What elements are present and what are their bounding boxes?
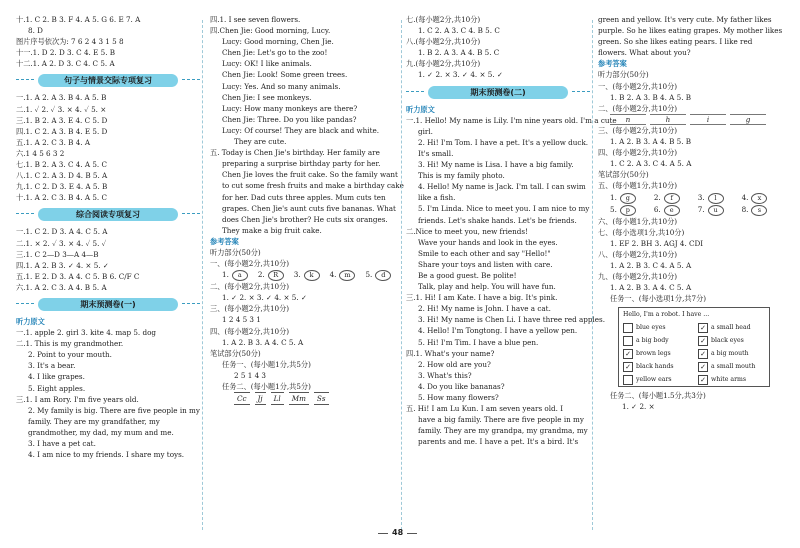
page-number: 48: [392, 528, 404, 537]
circled-letter: f: [664, 193, 680, 204]
text-line: 5. Hi! I'm Tim. I have a blue pen.: [418, 337, 539, 347]
question-heading: 九、(每小题2分,共10分): [598, 271, 678, 281]
circled-letter: e: [664, 205, 680, 216]
letter-cell: i: [690, 114, 726, 125]
column-2: [210, 14, 404, 405]
answer-line: 1. ✓ 2. ×: [622, 402, 655, 412]
question-heading: 二、(每小题2分,共10分): [210, 282, 290, 292]
letter-cell: g: [730, 114, 766, 125]
handwritten-letter-pair: Mm: [289, 392, 309, 405]
text-line: 三.1. C 2—D 3—A 4—B: [16, 249, 99, 259]
circled-letter: s: [751, 205, 767, 216]
text-line: purple. So he likes eating grapes. My mother likes: [598, 26, 783, 36]
checklist-cell: [619, 321, 694, 334]
letter-cell: h: [650, 114, 686, 125]
checkbox[interactable]: ✓: [698, 323, 708, 333]
checklist-label: a big mouth: [711, 350, 749, 358]
text-line: 四.1. C 2. A 3. B 4. E 5. D: [16, 126, 108, 136]
answer-line: 1. ✓ 2. × 3. ✓ 4. × 5. ✓: [222, 293, 307, 303]
answer-line: 1. EF 2. BH 3. AGJ 4. CDI: [610, 238, 704, 248]
text-line: 3. Hi! My name is Chen Li. I have three red apples.: [418, 315, 606, 325]
checklist-cell: [619, 347, 694, 360]
item-number: 8.: [741, 204, 749, 214]
text-line: 4. I am nice to my friends. I share my toys.: [28, 450, 185, 460]
circled-letter: p: [620, 205, 636, 216]
text-line: 4. Hello! I'm Tongtong. I have a yellow pen.: [418, 326, 578, 336]
answer-line: 1. B 2. A 3. B 4. A 5. B: [610, 92, 692, 102]
text-line: Chen Jie: Look! Some green trees.: [222, 70, 348, 80]
text-line: 1. C 2. A 3. C 4. B 5. C: [418, 26, 500, 36]
text-line: 四.Chen Jie: Good morning, Lucy.: [210, 26, 331, 36]
checklist-row: [619, 373, 769, 386]
text-line: 十.1. C 2. B 3. F 4. A 5. G 6. E 7. A: [16, 15, 141, 24]
item-number: 5.: [365, 270, 373, 280]
text-line: have a big family. There are five people in my: [418, 415, 584, 425]
checklist-label: white arms: [711, 376, 747, 384]
text-line: does Chen Jie's brother? He cuts six oranges.: [222, 214, 388, 224]
item-number: 4.: [329, 270, 337, 280]
text-line: Talk, play and help. You will have fun.: [418, 282, 556, 292]
text-line: 4. Do you like bananas?: [418, 381, 505, 391]
answers-label: 参考答案: [598, 59, 627, 69]
question-heading: 七、(每小选项1分,共10分): [598, 227, 685, 237]
text-line: grapes. Chen Jie's aunt cuts five bananas. What: [222, 203, 396, 213]
text-line: friends. Let's shake hands. Let's be friends.: [418, 215, 577, 225]
question-heading: 任务二、(每小题1.5分,共3分): [610, 391, 706, 401]
text-line: 七.(每小题2分,共10分): [406, 15, 481, 24]
text-line: 三.1. I am Rory. I'm five years old.: [16, 394, 139, 404]
checklist-cell: [619, 360, 694, 373]
handwriting-letters: [210, 392, 398, 405]
text-line: 五. Hi! I am Lu Kun. I am seven years old. I: [406, 404, 564, 414]
circled-letter: d: [375, 270, 391, 281]
answer-line: 1. A 2. B 3. A 4. C 5. A: [610, 283, 692, 293]
answer-line: 2 5 1 4 3: [234, 370, 267, 380]
text-line: 十.1. A 2. C 3. B 4. A 5. C: [16, 193, 107, 203]
circled-letters-row: [598, 192, 790, 204]
text-line: 十二.1. A 2. D 3. C 4. C 5. A: [16, 59, 115, 69]
text-line: 一.1. Hello! My name is Lily. I'm nine years old. I'm a cute: [406, 115, 617, 125]
text-line: 1. ✓ 2. × 3. ✓ 4. × 5. ✓: [418, 70, 503, 80]
text-line: to cut some fresh fruits and make a birthday cake: [222, 181, 404, 191]
answer-line: 1. A 2. B 3. A 4. B 5. B: [610, 137, 692, 147]
text-line: 二.Nice to meet you, new friends!: [406, 226, 528, 236]
text-line: 九.1. C 2. D 3. E 4. A 5. B: [16, 182, 108, 192]
circled-letter: m: [339, 270, 355, 281]
checklist-row: [619, 347, 769, 360]
circled-letters-row: [598, 204, 790, 216]
column-divider: [592, 20, 593, 530]
question-heading: 三、(每小题2分,共10分): [210, 304, 290, 314]
column-1: [16, 14, 200, 460]
text-line: 一.1. A 2. A 3. B 4. A 5. B: [16, 93, 107, 103]
circled-letter: x: [751, 193, 767, 204]
item-number: 5.: [610, 204, 617, 214]
circled-letter: l: [708, 193, 724, 204]
letter-writing-cells: [598, 114, 790, 125]
text-line: family. They are my grandfather, my: [28, 416, 160, 426]
section-heading: 笔试部分(50分): [598, 170, 649, 180]
question-heading: 二、(每小题2分,共10分): [598, 103, 678, 113]
text-line: They are cute.: [234, 137, 287, 147]
text-line: flowers. What about you?: [598, 48, 691, 58]
text-line: parents and me. I have a pet. It's a bird. It's: [418, 437, 579, 447]
text-line: Lucy: Yes. And so many animals.: [222, 81, 341, 91]
checkbox[interactable]: [623, 336, 633, 346]
section-heading: 听力部分(50分): [598, 70, 649, 80]
checkbox[interactable]: [623, 375, 633, 385]
checklist-label: yellow ears: [636, 376, 672, 384]
checklist-cell: [694, 321, 769, 334]
text-line: Chen Jie: Let's go to the zoo!: [222, 48, 328, 58]
text-line: Share your toys and listen with care.: [418, 259, 553, 269]
section-banner: 期末预测卷(一): [38, 298, 178, 311]
text-line: 一.1. apple 2. girl 3. kite 4. map 5. dog: [16, 328, 157, 338]
answer-line: 1. A 2. B 3. C 4. A 5. A: [610, 260, 692, 270]
checklist-cell: [619, 373, 694, 386]
text-line: 2. Point to your mouth.: [28, 350, 112, 360]
text-line: Chen Jie: I see monkeys.: [222, 92, 312, 102]
checkbox[interactable]: ✓: [698, 362, 708, 372]
text-line: for her. Dad cuts three apples. Mum cuts ten: [222, 192, 386, 202]
circled-letter: k: [304, 270, 320, 281]
question-heading: 三、(每小题2分,共10分): [598, 125, 678, 135]
question-heading: 任务二、(每小题1分,共5分): [222, 382, 311, 391]
text-line: Lucy: Good morning, Chen Jie.: [222, 37, 334, 47]
checklist-label: black hands: [636, 363, 674, 371]
checklist-label: brown legs: [636, 350, 671, 358]
text-line: 2. Hi! My name is John. I have a cat.: [418, 304, 551, 314]
item-number: 1.: [222, 270, 229, 280]
checklist-row: [619, 334, 769, 347]
text-line: 3. Hi! My name is Lisa. I have a big family.: [418, 160, 574, 170]
circled-letter: R: [268, 270, 284, 281]
item-number: 7.: [697, 204, 705, 214]
handwritten-letter-pair: Ll: [271, 392, 284, 405]
checklist-label: blue eyes: [636, 324, 666, 332]
text-line: Lucy: OK! I like animals.: [222, 59, 312, 69]
text-line: 2. How old are you?: [418, 359, 491, 369]
text-line: 九.(每小题2分,共10分): [406, 59, 481, 69]
text-line: 四.1. A 2. B 3. ✓ 4. × 5. ✓: [16, 260, 109, 270]
question-heading: 六、(每小题1分,共10分): [598, 216, 678, 226]
text-line: 四.1. I see seven flowers.: [210, 15, 301, 24]
answer-line: 1. A 2. B 3. A 4. C 5. A: [222, 337, 304, 347]
text-line: 四.1. What's your name?: [406, 348, 495, 358]
handwritten-letter-pair: Jj: [255, 392, 266, 405]
robot-checklist-header: Hello, I'm a robot. I have ...: [623, 311, 710, 319]
text-line: 5. I'm Linda. Nice to meet you. I am nice to my: [418, 204, 590, 214]
text-line: grandmother, my dad, my mum and me.: [28, 427, 174, 437]
text-line: 4. I like grapes.: [28, 372, 85, 382]
text-line: 图片序号依次为: 7 6 2 4 3 1 5 8: [16, 37, 124, 47]
question-heading: 五、(每小题1分,共10分): [598, 181, 678, 191]
text-line: 1. B 2. A 3. A 4. B 5. C: [418, 48, 500, 58]
checkbox[interactable]: ✓: [698, 375, 708, 385]
checklist-cell: [619, 334, 694, 347]
text-line: 4. Hello! My name is Jack. I'm tall. I can swim: [418, 182, 586, 192]
text-line: Lucy: Of course! They are black and white.: [222, 125, 380, 135]
checklist-label: a small mouth: [711, 363, 756, 371]
column-divider: [202, 20, 203, 530]
circled-answers: [210, 269, 398, 281]
item-number: 4.: [741, 192, 749, 202]
checkbox[interactable]: ✓: [623, 349, 633, 359]
text-line: Chen Jie loves the fruit cake. So the family want: [222, 170, 398, 180]
text-line: 六.1 4 5 6 3 2: [16, 148, 65, 158]
checklist-cell: [694, 360, 769, 373]
question-heading: 一、(每小题2分,共10分): [210, 259, 290, 269]
answer-line: 1 2 4 5 3 1: [222, 315, 261, 325]
checkbox[interactable]: [623, 323, 633, 333]
text-line: 八.1. C 2. A 3. D 4. B 5. A: [16, 171, 108, 181]
checklist-label: a small head: [711, 324, 751, 332]
item-number: 2.: [653, 192, 661, 202]
text-line: 5. Eight apples.: [28, 383, 86, 393]
checklist-label: black eyes: [711, 337, 744, 345]
text-line: 8. D: [28, 26, 43, 36]
item-number: 1.: [610, 192, 617, 202]
text-line: 5. How many flowers?: [418, 393, 499, 402]
text-line: preparing a surprise birthday party for her.: [222, 159, 381, 169]
question-heading: 四、(每小题2分,共10分): [210, 326, 290, 336]
text-line: 八.(每小题2分,共10分): [406, 37, 481, 47]
text-line: 二.1. × 2. ✓ 3. × 4. ✓ 5. ✓: [16, 238, 107, 248]
text-line: girl.: [418, 126, 433, 136]
text-line: like a fish.: [418, 193, 456, 203]
checklist-row: [619, 360, 769, 373]
text-line: Chen Jie: Three. Do you like pandas?: [222, 114, 357, 124]
section-heading: 听力部分(50分): [210, 247, 261, 257]
text-line: 一.1. C 2. D 3. A 4. C 5. A: [16, 227, 108, 237]
text-line: 2. My family is big. There are five people in my: [28, 405, 200, 415]
text-line: Smile to each other and say "Hello!": [418, 248, 551, 258]
text-line: family. They are my grandpa, my grandma, my: [418, 426, 588, 436]
text-line: 二.1. This is my grandmother.: [16, 339, 124, 349]
text-line: 五.1. E 2. D 3. A 4. C 5. B 6. C/F C: [16, 271, 140, 281]
text-line: 十一.1. D 2. D 3. C 4. E 5. B: [16, 48, 116, 58]
letter-cell: n: [610, 114, 646, 125]
question-heading: 八、(每小题2分,共10分): [598, 249, 678, 259]
section-banner: 句子与情景交际专项复习: [38, 74, 178, 87]
text-line: 3. I have a pet cat.: [28, 439, 96, 448]
checklist-row: [619, 321, 769, 334]
item-number: 3.: [697, 192, 705, 202]
circled-letter: g: [620, 193, 636, 204]
text-line: This is my family photo.: [418, 171, 505, 181]
column-divider: [401, 20, 402, 530]
checklist-cell: [694, 347, 769, 360]
text-line: 二.1. ✓ 2. ✓ 3. × 4. ✓ 5. ×: [16, 104, 107, 114]
handwritten-letter-pair: Ss: [314, 392, 329, 405]
text-line: It's small.: [418, 148, 454, 158]
text-line: 五.1. A 2. C 3. B 4. A: [16, 137, 91, 147]
item-number: 6.: [653, 204, 661, 214]
text-line: They make a big fruit cake.: [222, 225, 322, 235]
text-line: 七.1. B 2. A 3. C 4. A 5. C: [16, 160, 107, 170]
text-line: Be a good guest. Be polite!: [418, 270, 517, 280]
checklist-cell: [694, 373, 769, 386]
text-line: green and yellow. It's very cute. My father likes: [598, 15, 772, 24]
listening-script-label: 听力原文: [406, 104, 435, 114]
section-banner: 期末预测卷(二): [428, 86, 568, 99]
answer-line: 1. C 2. A 3. C 4. A 5. A: [610, 159, 692, 169]
checkbox[interactable]: ✓: [698, 336, 708, 346]
checkbox[interactable]: ✓: [698, 349, 708, 359]
text-line: 2. Hi! I'm Tom. I have a pet. It's a yellow duck.: [418, 137, 589, 147]
text-line: Lucy: How many monkeys are there?: [222, 103, 358, 113]
text-line: 三.1. Hi! I am Kate. I have a big. It's pink.: [406, 293, 558, 303]
item-number: 2.: [257, 270, 265, 280]
question-heading: 任务一、(每小选项1分,共7分): [610, 294, 707, 304]
circled-letter: a: [232, 270, 248, 281]
text-line: 六.1. A 2. C 3. A 4. B 5. A: [16, 282, 107, 292]
text-line: Wave your hands and look in the eyes.: [418, 237, 558, 247]
answers-label: 参考答案: [210, 236, 239, 246]
checkbox[interactable]: ✓: [623, 362, 633, 372]
section-banner: 综合阅读专项复习: [38, 208, 178, 221]
question-heading: 任务一、(每小题1分,共5分): [222, 359, 311, 369]
item-number: 3.: [293, 270, 301, 280]
text-line: 五. Today is Chen Jie's birthday. Her family are: [210, 148, 380, 158]
listening-script-label: 听力原文: [16, 316, 45, 326]
robot-checklist: [618, 307, 770, 387]
checklist-cell: [694, 334, 769, 347]
circled-letter: u: [708, 205, 724, 216]
question-heading: 一、(每小题2分,共10分): [598, 81, 678, 91]
text-line: 3. What's this?: [418, 370, 472, 380]
section-heading: 笔试部分(50分): [210, 348, 261, 358]
text-line: 3. It's a bear.: [28, 361, 76, 371]
text-line: 三.1. B 2. A 3. E 4. C 5. D: [16, 115, 108, 125]
question-heading: 四、(每小题2分,共10分): [598, 148, 678, 158]
checklist-label: a big body: [636, 337, 669, 345]
column-4: [598, 14, 790, 413]
text-line: green. So she likes eating pears. I like red: [598, 37, 753, 47]
handwritten-letter-pair: Cc: [234, 392, 250, 405]
